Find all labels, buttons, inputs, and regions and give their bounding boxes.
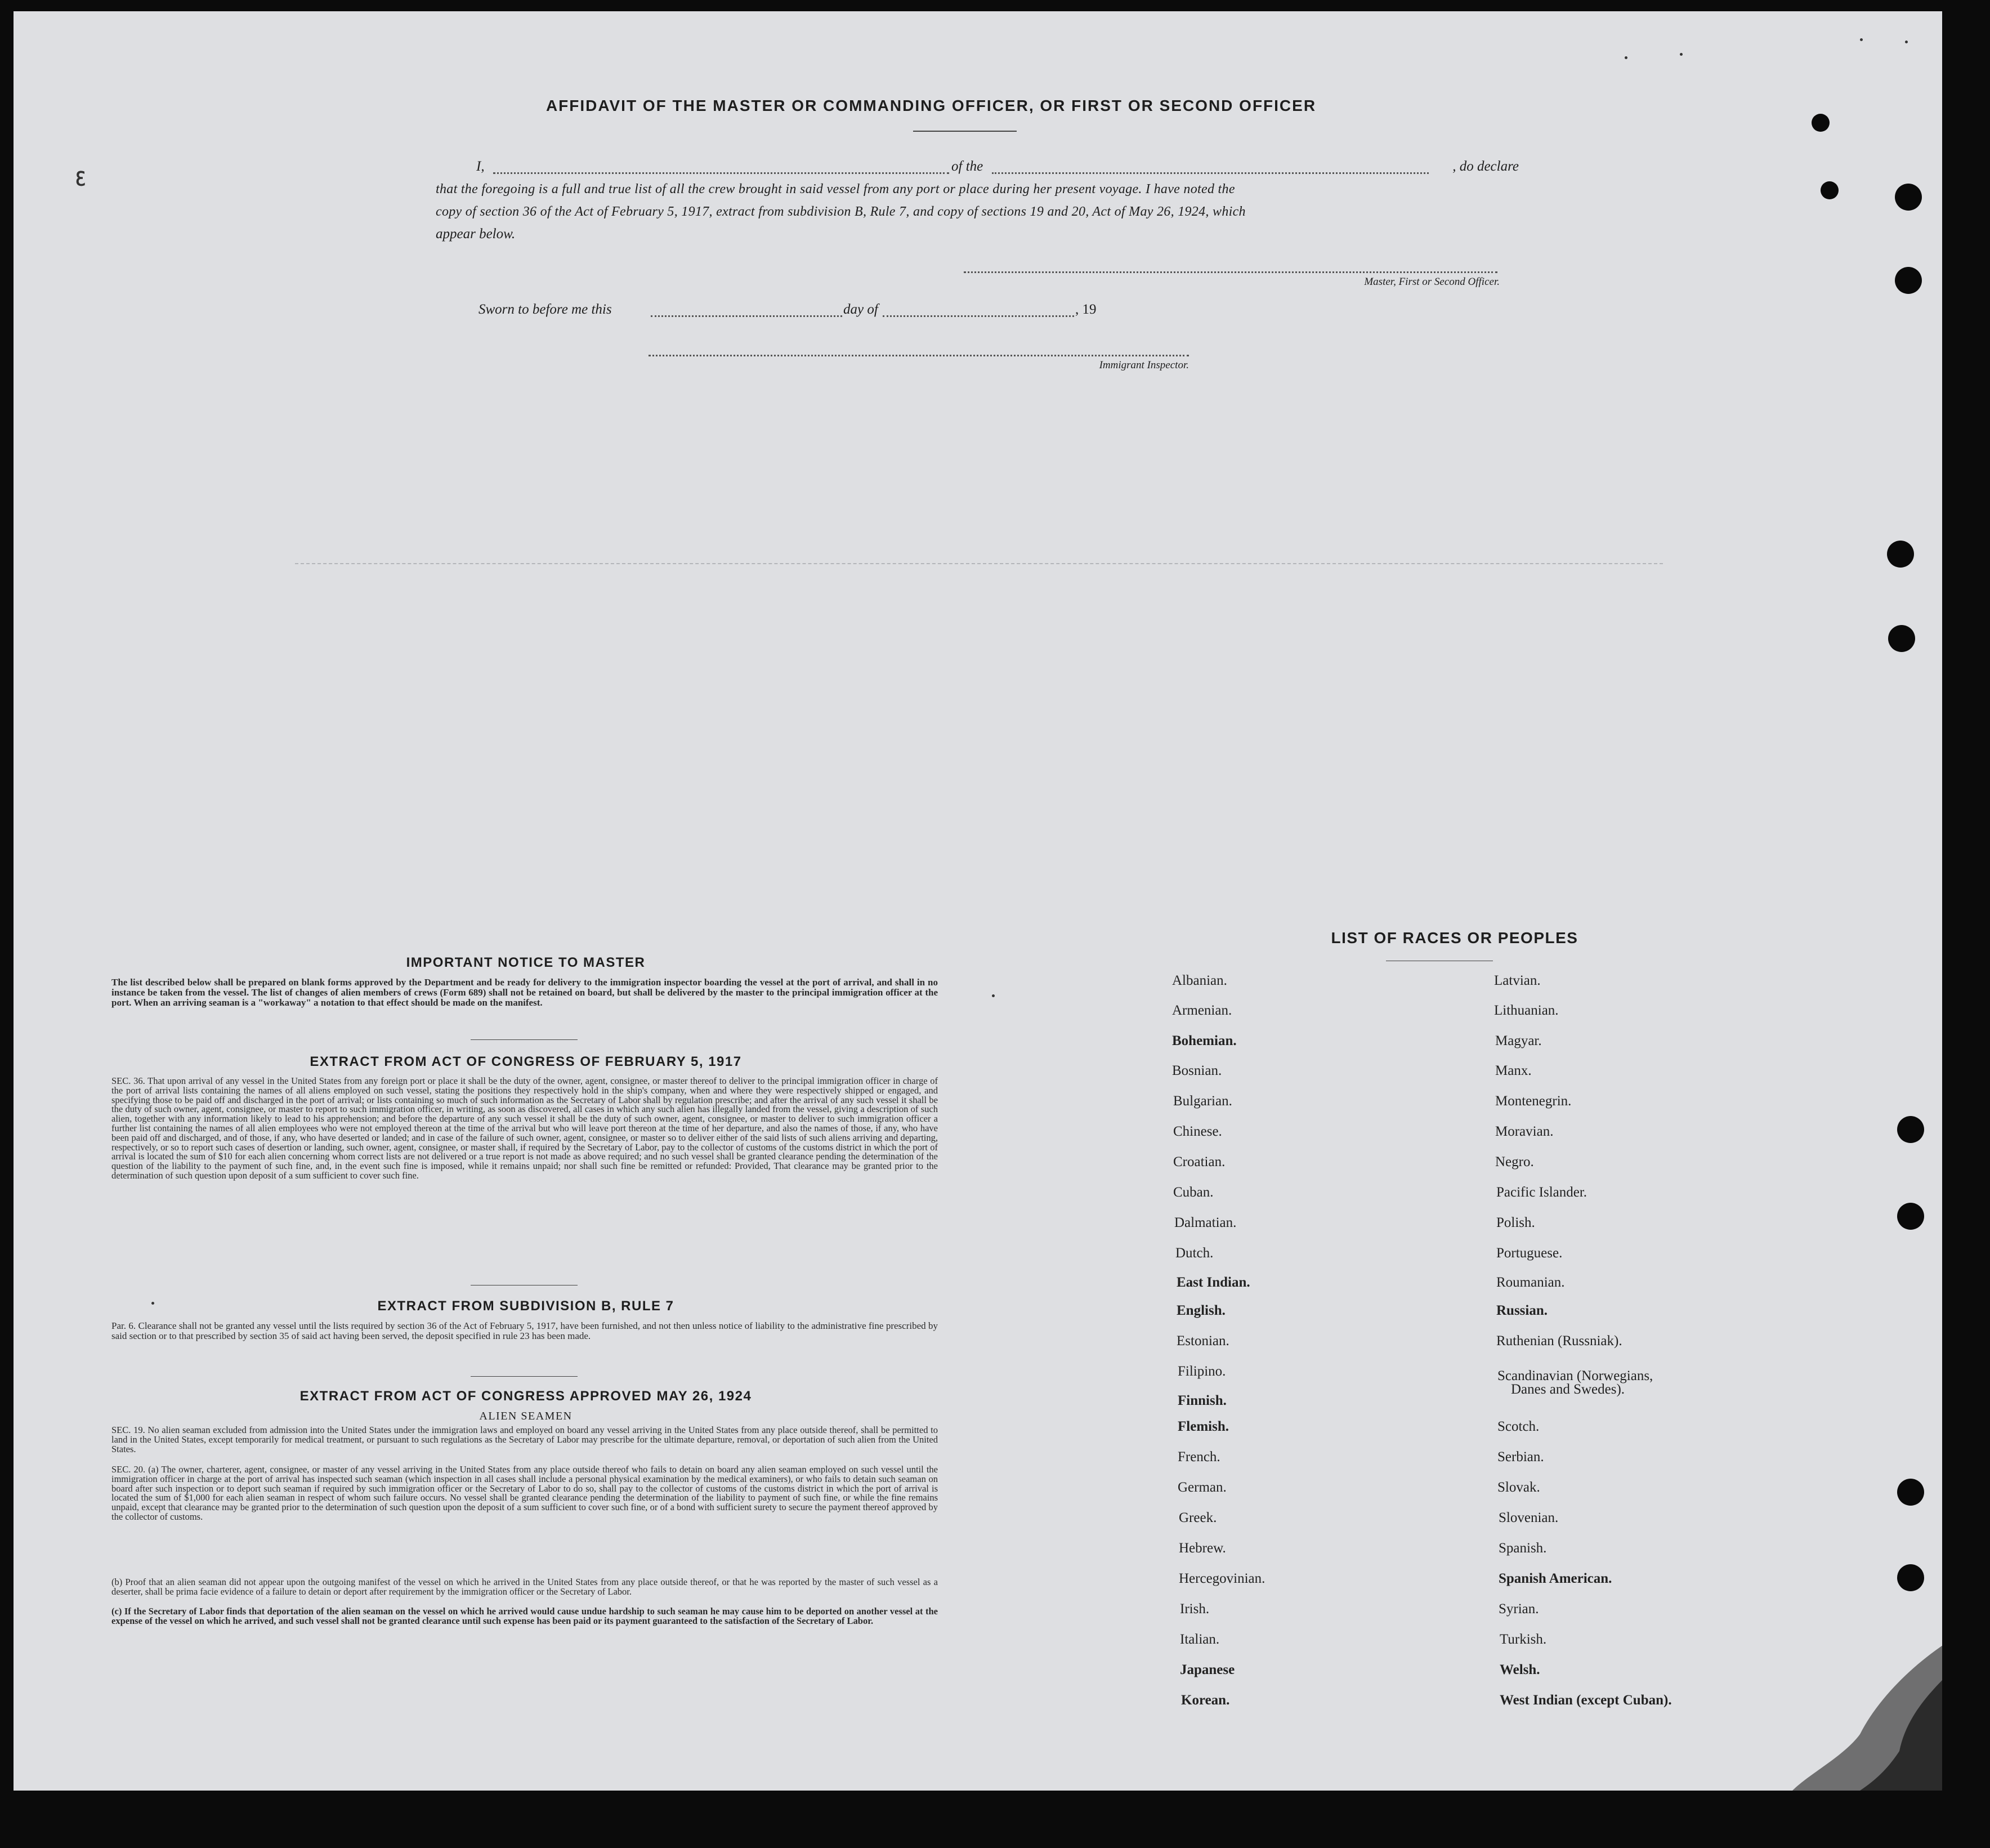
race-item: Bosnian. bbox=[1172, 1063, 1222, 1078]
race-item: Lithuanian. bbox=[1494, 1003, 1559, 1018]
race-item: Flemish. bbox=[1178, 1419, 1229, 1434]
sec19-text: SEC. 19. No alien seaman excluded from admission into the United States under the immigration laws and employed on board any vessel arriving in the United States from any place outside thereof, shall be permitted to land in the United States, except temporarily for medical treatment, or pursuant to such regulations as the Secretary of Labor may prescribe for the ultimate departure, removal, or deportation of such alien from the United States. bbox=[111, 1425, 938, 1454]
rule7-text: Par. 6. Clearance shall not be granted any vessel until the lists required by section 36 of the Act of February 5, 1917, have been furnished, and not then unless notice of liability to the administrative fine prescribed by said section or to that prescribed by section 35 of said act having been served, the deposit specified in rule 23 has been made. bbox=[111, 1320, 938, 1341]
race-item: Negro. bbox=[1495, 1154, 1534, 1169]
sworn-month-blank[interactable] bbox=[883, 315, 1074, 317]
race-item: Finnish. bbox=[1178, 1393, 1227, 1408]
punch-hole bbox=[1895, 267, 1922, 294]
race-item: Montenegrin. bbox=[1495, 1093, 1572, 1109]
race-item: Croatian. bbox=[1173, 1154, 1226, 1169]
extract-1917-text: SEC. 36. That upon arrival of any vessel in the United States from any foreign port or place it shall be the duty of the owner, agent, consignee, or master thereof to deliver to the principal immigration officer in charge of the port of arrival lists containing the names of all aliens employed on such vessel, stating the positions they respectively hold in the ship's company, when and where they were respectively shipped or engaged, and specifying those to be paid off and discharged in the port of arrival; or lists containing so much of such information as the Secretary of Labor shall by regulation prescribe; and after the arrival of any such vessel it shall be the duty of such owner, agent, consignee, or master to report to such immigration officer, in writing, as soon as discovered, all cases in which any such alien has illegally landed from the vessel, giving a description of such alien, together with any information likely to lead to his apprehension; and before the departure of any such vessel it shall be the duty of such owner, agent, consignee, or master to deliver to such immigration officer a further list containing the names of all alien employees who were not employed thereon at the time of the arrival but who will leave port thereon at the time of her departure, and also the names of those, if any, who have been paid off and discharged, and of those, if any, who have deserted or landed; and in case of the failure of such owner, agent, consignee, or master so to deliver either of the said lists of such aliens arriving and departing, respectively, or so to report such cases of desertion or landing, such owner, agent, consignee, or master shall, if required by the Secretary of Labor, pay to the collector of customs of the customs district in which the port of arrival is located the sum of $10 for each alien concerning whom correct lists are not delivered or a true report is not made as above required; and no such vessel shall be granted clearance pending the determination of the question of the liability to the payment of such fine, and, in the event such fine is imposed, while it remains unpaid; nor shall such fine be remitted or refunded: Provided, That clearance may be granted prior to the determination of such question upon deposit of a sum sufficient to cover such fine. bbox=[111, 1075, 938, 1181]
inspector-blank[interactable] bbox=[649, 355, 1189, 356]
notice-title: IMPORTANT NOTICE TO MASTER bbox=[406, 955, 646, 970]
race-item: Portuguese. bbox=[1496, 1246, 1563, 1261]
race-item: Albanian. bbox=[1172, 973, 1227, 988]
race-item: Russian. bbox=[1496, 1303, 1548, 1318]
race-item: Spanish. bbox=[1499, 1541, 1547, 1556]
race-item: Roumanian. bbox=[1496, 1275, 1565, 1290]
sec20c-text: (c) If the Secretary of Labor finds that deportation of the alien seaman on the vessel on which he arrived would cause undue hardship to such seaman he may cause him to be deported on another vessel at the expense of the vessel on which he arrived, and such vessel shall not be granted clearance until such expense has been paid or its payment guaranteed to the satisfaction of the Secretary of Labor. bbox=[111, 1606, 938, 1626]
race-item: Ruthenian (Russniak). bbox=[1496, 1333, 1622, 1349]
race-item: Italian. bbox=[1180, 1632, 1220, 1647]
affidavit-title: AFFIDAVIT OF THE MASTER OR COMMANDING OFFICER, OR FIRST OR SECOND OFFICER bbox=[545, 97, 1317, 114]
race-item: Japanese bbox=[1180, 1662, 1235, 1677]
race-item: Pacific Islander. bbox=[1496, 1185, 1587, 1200]
races-title: LIST OF RACES OR PEOPLES bbox=[1331, 929, 1578, 947]
affidavit-line2: that the foregoing is a full and true list of all the crew brought in said vessel from any port or place during her present voyage. I have noted the bbox=[436, 182, 1235, 197]
title-rule bbox=[913, 131, 1017, 132]
speck bbox=[1860, 38, 1863, 41]
name-blank[interactable] bbox=[493, 172, 949, 174]
race-item: Bohemian. bbox=[1172, 1033, 1237, 1048]
race-item: Slovak. bbox=[1497, 1480, 1540, 1495]
race-item: Cuban. bbox=[1173, 1185, 1214, 1200]
punch-hole bbox=[1897, 1203, 1924, 1230]
sworn-day-blank[interactable] bbox=[651, 315, 842, 317]
handwritten-mark: ꜫ bbox=[75, 166, 86, 186]
punch-hole bbox=[1821, 181, 1839, 199]
race-item: Magyar. bbox=[1495, 1033, 1542, 1048]
race-item: Irish. bbox=[1180, 1601, 1210, 1617]
sec20b-text: (b) Proof that an alien seaman did not appear upon the outgoing manifest of the vessel on which he arrived in the United States from any place outside thereof, or that he was reported by the master of such vessel as a deserter, shall be prima facie evidence of a failure to detain or deport after requirement by the immigration officer or the Secretary of Labor. bbox=[111, 1577, 938, 1597]
race-item: Scotch. bbox=[1497, 1419, 1540, 1434]
punch-hole bbox=[1897, 1479, 1924, 1506]
race-item: West Indian (except Cuban). bbox=[1500, 1693, 1672, 1708]
punch-hole bbox=[1812, 114, 1830, 132]
inspector-label: Immigrant Inspector. bbox=[1099, 359, 1189, 371]
race-item: Danes and Swedes). bbox=[1511, 1382, 1625, 1397]
race-item: French. bbox=[1178, 1449, 1220, 1465]
race-item: Syrian. bbox=[1499, 1601, 1539, 1617]
form-page bbox=[14, 11, 1942, 1791]
faint-line bbox=[295, 563, 1663, 564]
of-the-label: of the bbox=[951, 159, 983, 174]
punch-hole bbox=[1895, 184, 1922, 211]
extract-1917-title: EXTRACT FROM ACT OF CONGRESS OF FEBRUARY 5, 1917 bbox=[310, 1054, 742, 1069]
race-item: Spanish American. bbox=[1499, 1571, 1612, 1586]
speck bbox=[1680, 53, 1683, 56]
affidavit-line3: copy of section 36 of the Act of February 5, 1917, extract from subdivision B, Rule 7, and copy of sections 19 and 20, Act of May 26, 1924, which bbox=[436, 204, 1246, 219]
vessel-blank[interactable] bbox=[992, 172, 1429, 174]
year-label: , 19 bbox=[1075, 302, 1097, 317]
sworn-label: Sworn to before me this bbox=[479, 302, 612, 317]
do-declare-label: , do declare bbox=[1452, 159, 1519, 174]
stain bbox=[1776, 1633, 1942, 1791]
sworn-line bbox=[479, 298, 1154, 321]
speck bbox=[1625, 56, 1627, 59]
day-of-label: day of bbox=[843, 302, 878, 317]
race-item: Serbian. bbox=[1497, 1449, 1544, 1465]
race-item: Chinese. bbox=[1173, 1124, 1222, 1139]
race-item: Scandinavian (Norwegians, bbox=[1497, 1368, 1653, 1383]
sec20a-text: SEC. 20. (a) The owner, charterer, agent, consignee, or master of any vessel arriving in the United States from any place outside thereof who fails to detain on board any alien seaman employed on such vessel until the immigration officer in charge at the port of arrival has inspected such seaman (which inspection in all cases shall include a personal physical examination by the medical examiners), or who fails to detain such seaman on board after such inspection or to deport such seaman if required by such immigration officer or the Secretary of Labor to do so, shall pay to the collector of customs of the customs district in which the port of arrival is located the sum of $1,000 for each alien seaman in respect of whom such failure occurs. No vessel shall be granted clearance pending the determination of the liability to payment of such fine, or while the fine remains unpaid, except that clearance may be granted prior to the determination of such question upon the deposit of a sum sufficient to cover such fine, or of a bond with sufficient surety to secure the payment thereof approved by the collector of customs. bbox=[111, 1464, 938, 1522]
extract-1924-subtitle: ALIEN SEAMEN bbox=[479, 1410, 573, 1422]
race-item: Turkish. bbox=[1500, 1632, 1547, 1647]
race-item: Slovenian. bbox=[1499, 1510, 1559, 1525]
i-label: I, bbox=[476, 159, 485, 174]
race-item: Welsh. bbox=[1500, 1662, 1540, 1677]
race-item: Filipino. bbox=[1178, 1364, 1226, 1379]
section-rule bbox=[471, 1039, 578, 1040]
section-rule bbox=[471, 1376, 578, 1377]
signature-label: Master, First or Second Officer. bbox=[1364, 276, 1500, 288]
punch-hole bbox=[1897, 1564, 1924, 1591]
race-item: English. bbox=[1177, 1303, 1226, 1318]
speck bbox=[1905, 41, 1908, 43]
rule7-title: EXTRACT FROM SUBDIVISION B, RULE 7 bbox=[377, 1298, 674, 1314]
race-item: Polish. bbox=[1496, 1215, 1535, 1230]
race-item: German. bbox=[1178, 1480, 1227, 1495]
race-item: Dalmatian. bbox=[1174, 1215, 1237, 1230]
race-item: East Indian. bbox=[1177, 1275, 1250, 1290]
race-item: Moravian. bbox=[1495, 1124, 1554, 1139]
affidavit-line4: appear below. bbox=[436, 226, 516, 242]
race-item: Hebrew. bbox=[1179, 1541, 1226, 1556]
speck bbox=[992, 994, 995, 997]
notice-text: The list described below shall be prepared on blank forms approved by the Department and be ready for delivery to the immigration inspector boarding the vessel at the port of arrival, and shall in no instance be taken from the vessel. The list of changes of alien members of crews (Form 689) shall not be retained on board, but shall be delivered by the master to the principal immigration officer at the port. When an arriving seaman is a "workaway" a notation to that effect should be made on the manifest. bbox=[111, 977, 938, 1008]
punch-hole bbox=[1897, 1116, 1924, 1143]
race-item: Manx. bbox=[1495, 1063, 1532, 1078]
race-item: Hercegovinian. bbox=[1179, 1571, 1265, 1586]
punch-hole bbox=[1887, 541, 1914, 568]
race-item: Dutch. bbox=[1175, 1246, 1214, 1261]
race-item: Armenian. bbox=[1172, 1003, 1232, 1018]
race-item: Korean. bbox=[1181, 1693, 1230, 1708]
signature-blank[interactable] bbox=[964, 271, 1497, 273]
race-item: Latvian. bbox=[1494, 973, 1541, 988]
race-item: Greek. bbox=[1179, 1510, 1217, 1525]
race-item: Bulgarian. bbox=[1173, 1093, 1232, 1109]
affidavit-line1 bbox=[476, 155, 1519, 178]
extract-1924-title: EXTRACT FROM ACT OF CONGRESS APPROVED MAY 26, 1924 bbox=[299, 1389, 752, 1404]
race-item: Estonian. bbox=[1177, 1333, 1229, 1349]
punch-hole bbox=[1888, 625, 1915, 652]
